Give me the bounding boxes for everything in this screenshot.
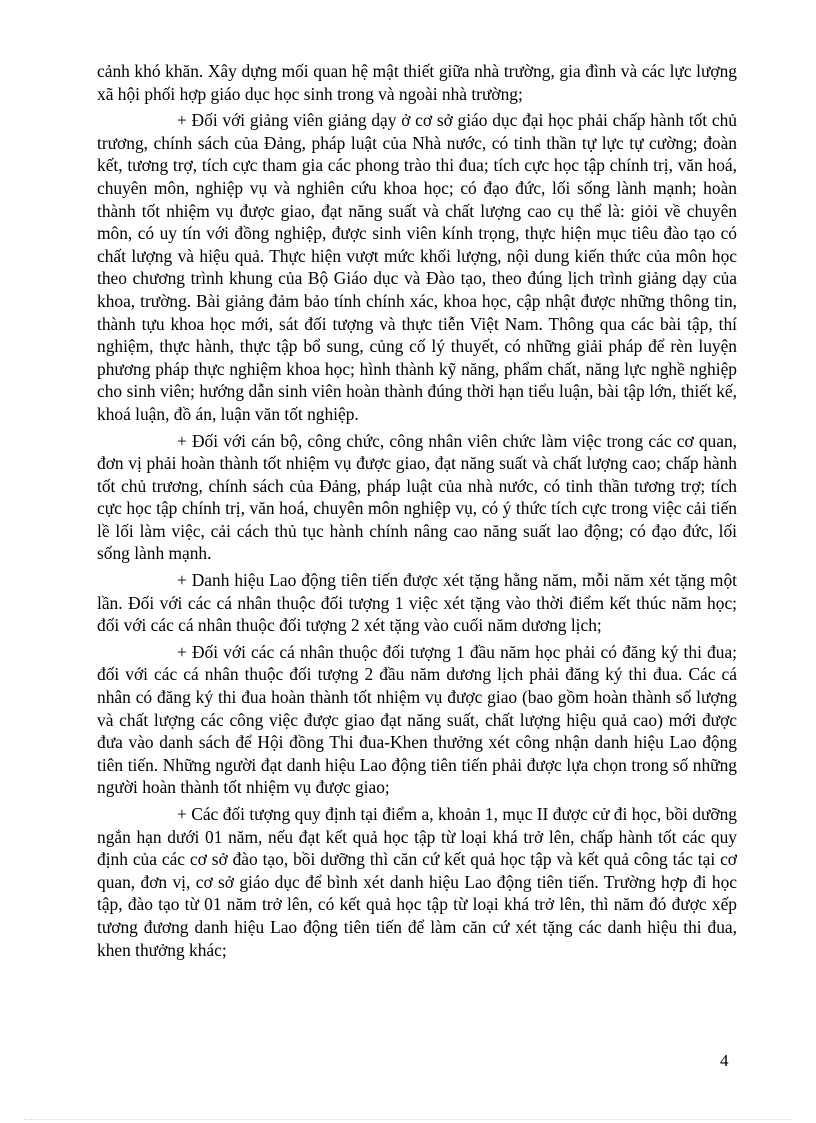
paragraph-staff: + Đối với cán bộ, công chức, công nhân viên chức làm việc trong các cơ quan, đơn vị phải hoàn thành tốt nhiệm vụ được giao, đạt năng suất và chất lượng cao; chấp hành tốt chủ trương, chính sách của Đảng, pháp luật của nhà nước, có tinh thần tương trợ; tích cực học tập chính trị, văn hoá, chuyên môn nghiệp vụ, có ý thức tích cực trong việc cải tiến lề lối làm việc, cải cách thủ tục hành chính nâng cao năng suất lao động; có đạo đức, lối sống lành mạnh.	[97, 430, 737, 564]
paragraph-training: + Các đối tượng quy định tại điểm a, khoản 1, mục II được cử đi học, bồi dưỡng ngắn hạn dưới 01 năm, nếu đạt kết quả học tập từ loại khá trở lên, chấp hành tốt các quy định của các cơ sở đào tạo, bồi dưỡng thì căn cứ kết quả học tập và kết quả công tác tại cơ quan, đơn vị, cơ sở giáo dục để bình xét danh hiệu Lao động tiên tiến. Trường hợp đi học tập, đào tạo từ 01 năm trở lên, có kết quả học tập từ loại khá trở lên, thì năm đó được xếp tương đương danh hiệu Lao động tiên tiến để làm căn cứ xét tặng các danh hiệu thi đua, khen thưởng khác;	[97, 804, 737, 960]
page-number: 4	[720, 1051, 729, 1070]
paragraph-lecturers: + Đối với giảng viên giảng dạy ở cơ sở giáo dục đại học phải chấp hành tốt chủ trương, chính sách của Đảng, pháp luật của Nhà nước, có tinh thần tự lực tự cường; đoàn kết, tương trợ, tích cực tham gia các phong trào thi đua; tích cực học tập chính trị, văn hoá, chuyên môn, nghiệp vụ và nghiên cứu khoa học; có đạo đức, lối sống lành mạnh; hoàn thành tốt nhiệm vụ được giao, đạt năng suất và chất lượng cao cụ thể là: giỏi về chuyên môn, có uy tín với đồng nghiệp, được sinh viên kính trọng, thực hiện mục tiêu đào tạo có chất lượng và hiệu quả. Thực hiện vượt mức khối lượng, nội dung kiến thức của môn học theo chương trình khung của Bộ Giáo dục và Đào tạo, theo đúng lịch trình giảng dạy của khoa, trường. Bài giảng đảm bảo tính chính xác, khoa học, cập nhật được những thông tin, thành tựu khoa học mới, sát đối tượng và thực tiễn Việt Nam. Thông qua các bài tập, thí nghiệm, thực hành, thực tập bổ sung, củng cố lý thuyết, có những giải pháp để rèn luyện phương pháp thực nghiệm khoa học; hình thành kỹ năng, phẩm chất, năng lực nghề nghiệp cho sinh viên; hướng dẫn sinh viên hoàn thành đúng thời hạn tiểu luận, bài tập lớn, thiết kế, khoá luận, đồ án, luận văn tốt nghiệp.	[97, 110, 737, 424]
page-bottom-divider	[24, 1119, 792, 1120]
paragraph-award-timing: + Danh hiệu Lao động tiên tiến được xét tặng hằng năm, mỗi năm xét tặng một lần. Đối với các cá nhân thuộc đối tượng 1 việc xét tặng vào thời điểm kết thúc năm học; đối với các cá nhân thuộc đối tượng 2 xét tặng vào cuối năm dương lịch;	[97, 570, 737, 636]
paragraph-continuation: cảnh khó khăn. Xây dựng mối quan hệ mật thiết giữa nhà trường, gia đình và các lực lượng xã hội phối hợp giáo dục học sinh trong và ngoài nhà trường;	[97, 61, 737, 104]
document-body	[97, 60, 737, 965]
paragraph-registration: + Đối với các cá nhân thuộc đối tượng 1 đầu năm học phải có đăng ký thi đua; đối với các cá nhân thuộc đối tượng 2 đầu năm dương lịch phải đăng ký thi đua. Các cá nhân có đăng ký thi đua hoàn thành tốt nhiệm vụ được giao (bao gồm hoàn thành số lượng và chất lượng các công việc được giao đạt năng suất, chất lượng hiệu quả cao) mới được đưa vào danh sách để Hội đồng Thi đua-Khen thưởng xét công nhận danh hiệu Lao động tiên tiến. Những người đạt danh hiệu Lao động tiên tiến phải được lựa chọn trong số những người hoàn thành tốt nhiệm vụ được giao;	[97, 641, 737, 798]
